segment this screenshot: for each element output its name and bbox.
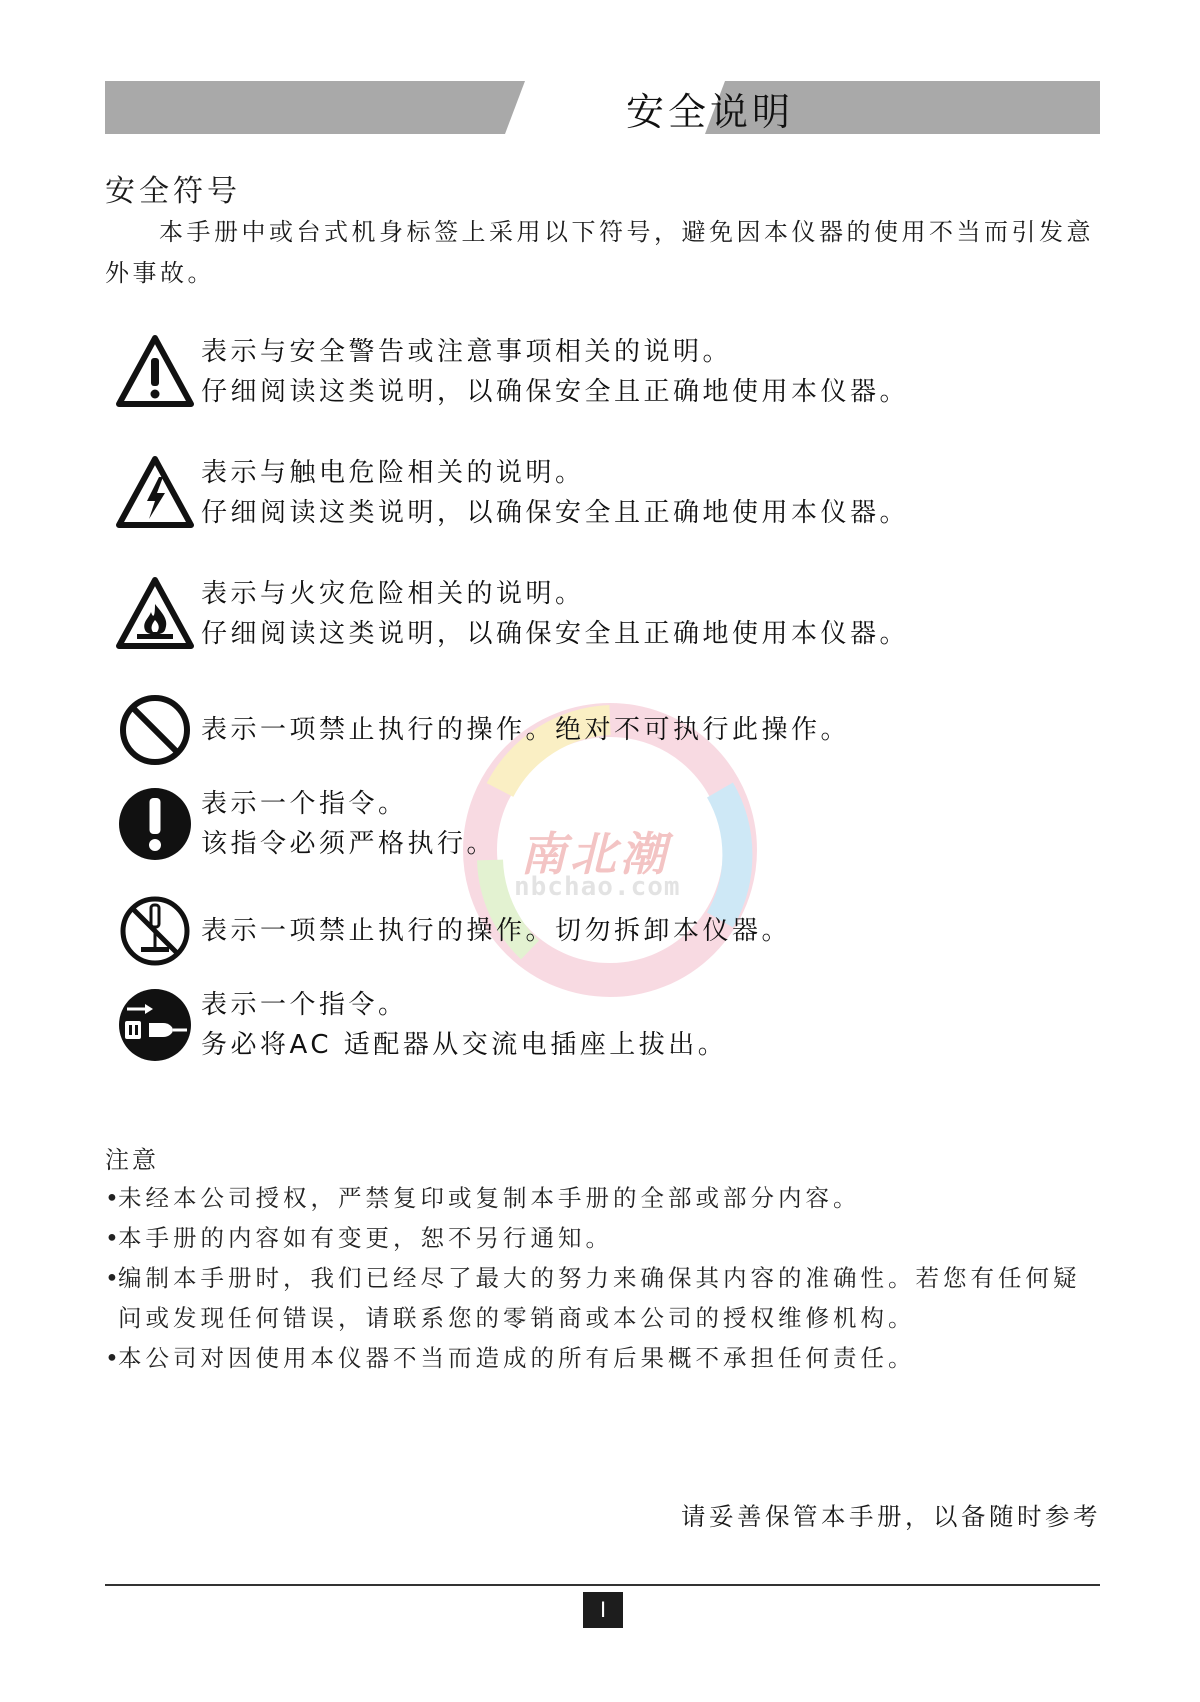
section-title: 安全符号 [105,174,241,209]
note-text: 本手册的内容如有变更，恕不另行通知。 [118,1224,613,1252]
footer-divider [105,1584,1100,1586]
electric-shock-icon [115,453,195,533]
note-item [105,1338,1105,1378]
symbol-description [201,453,1101,533]
symbol-line: 表示一个指令。 [201,789,408,819]
symbol-description [201,784,1101,864]
page-title: 安全说明 [625,89,794,134]
symbol-line: 表示与火灾危险相关的说明。 [201,579,585,609]
symbol-description [201,911,1101,951]
note-item [105,1218,1105,1258]
note-text: 编制本手册时，我们已经尽了最大的努力来确保其内容的准确性。若您有任何疑问或发现任何错误，请联系您的零销商或本公司的授权维修机构。 [118,1264,1081,1332]
symbol-line: 仔细阅读这类说明，以确保安全且正确地使用本仪器。 [201,619,910,649]
symbol-description [201,574,1101,654]
fire-hazard-icon [115,574,195,654]
intro-paragraph: 本手册中或台式机身标签上采用以下符号，避免因本仪器的使用不当而引发意外事故。 [105,218,1094,287]
note-item [105,1178,1105,1218]
mandatory-exclamation-icon [115,784,195,864]
symbol-line: 仔细阅读这类说明，以确保安全且正确地使用本仪器。 [201,498,910,528]
prohibited-icon [115,690,195,770]
symbol-line: 表示与触电危险相关的说明。 [201,458,585,488]
note-text: 未经本公司授权，严禁复印或复制本手册的全部或部分内容。 [118,1184,861,1212]
symbol-description [201,710,1101,750]
warning-triangle-icon [115,332,195,412]
symbol-line: 表示与安全警告或注意事项相关的说明。 [201,337,733,367]
bullet-icon: • [105,1264,123,1292]
symbol-line: 务必将AC 适配器从交流电插座上拔出。 [201,1030,728,1060]
symbol-line: 表示一项禁止执行的操作。绝对不可执行此操作。 [201,715,851,745]
symbol-description [201,332,1101,412]
bullet-icon: • [105,1184,123,1212]
symbol-line: 表示一项禁止执行的操作。切勿拆卸本仪器。 [201,916,792,946]
bullet-icon: • [105,1344,123,1372]
page-number: I [583,1592,623,1628]
note-text: 本公司对因使用本仪器不当而造成的所有后果概不承担任何责任。 [118,1344,916,1372]
symbol-line: 仔细阅读这类说明，以确保安全且正确地使用本仪器。 [201,377,910,407]
bullet-icon: • [105,1224,123,1252]
notes-heading: 注意 [105,1146,159,1174]
no-disassembly-icon [115,891,195,971]
symbol-description [201,985,1101,1065]
note-item [105,1258,1105,1338]
symbol-line: 表示一个指令。 [201,990,408,1020]
watermark-name: 南北潮 [520,827,670,881]
unplug-adapter-icon [115,985,195,1065]
notes-list [105,1178,1105,1378]
watermark-domain: nbchao.com [514,872,681,902]
symbol-line: 该指令必须严格执行。 [201,829,497,859]
header-band [105,81,1100,134]
keep-manual-note: 请妥善保管本手册，以备随时参考 [681,1502,1101,1531]
